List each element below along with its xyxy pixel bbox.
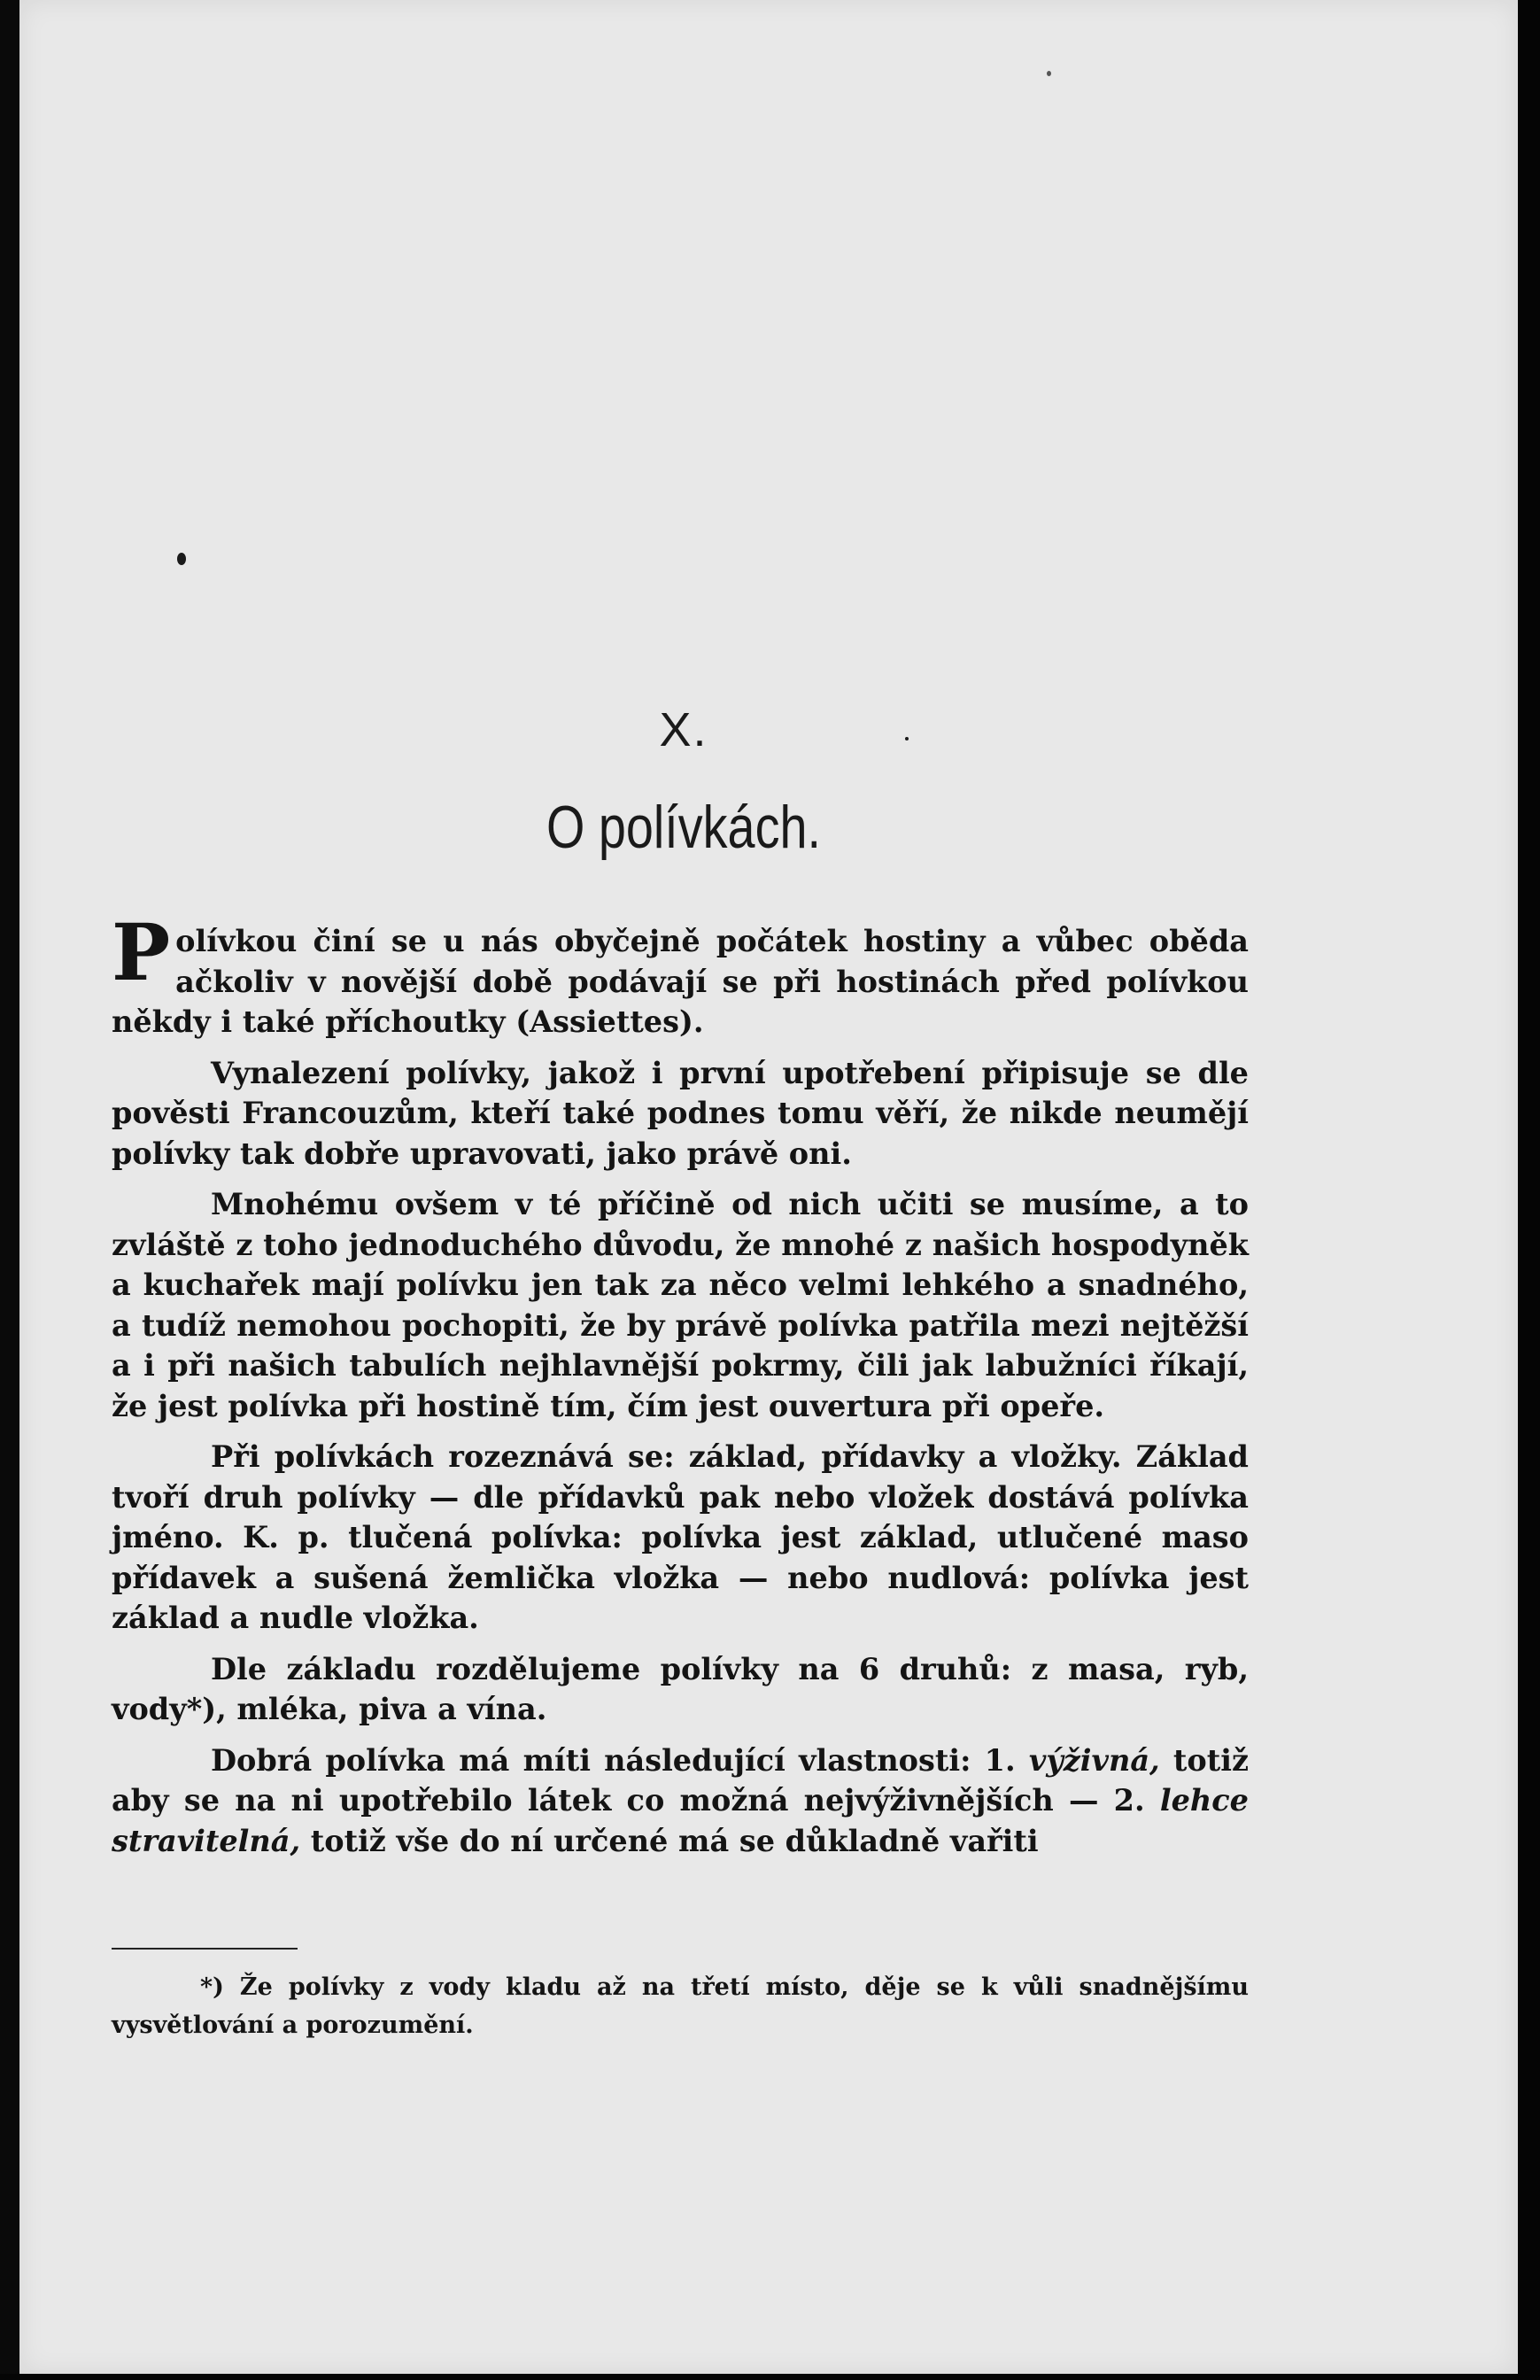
paragraph: Při polívkách rozeznává se: základ, přídavky a vložky. Základ tvoří druh polívky — dle přídavků pak nebo vložek dostává polívka jméno. K. p. tlučená polívka: polívka jest základ, utlučené maso přídavek a sušená žemlička vložka — nebo nudlová: polívka jest základ a nudle vložka. xyxy=(112,1439,1249,1635)
body-text xyxy=(112,906,1249,1872)
emphasis-text: lehce stravitelná, xyxy=(112,1783,1249,1858)
paragraph: Dle základu rozdělujeme polívky na 6 druhů: z masa, ryb, vody*), mléka, piva a vína. xyxy=(112,1651,1249,1726)
footnote: *) Že polívky z vody kladu až na třetí místo, děje se k vůli snadnějšímu vysvětlování a porozumění. xyxy=(112,1973,1249,2039)
paragraph: Mnohému ovšem v té příčině od nich učiti se musíme, a to zvláště z toho jednoduchého důvodu, že mnohé z našich hospodyněk a kuchařek mají polívku jen tak za něco velmi lehkého a snadného, a tudíž nemohou pochopiti, že by právě polívka patřila mezi nejtěžší a i při našich tabulích nejhlavnější pokrmy, čili jak labužníci říkají, že jest polívka při hostině tím, čím jest ouvertura při opeře. xyxy=(112,1187,1249,1423)
paragraph: Vynalezení polívky, jakož i první upotřebení připisuje se dle pověsti Francouzům, kteří také podnes tomu věří, že nikde neumějí polívky tak dobře upravovati, jako právě oni. xyxy=(112,1055,1249,1171)
footnote-divider xyxy=(112,1948,298,1950)
paragraph xyxy=(112,1740,1249,1862)
book-page xyxy=(19,0,1518,2374)
ink-speck xyxy=(1047,71,1051,76)
ink-speck xyxy=(177,553,186,565)
paragraph xyxy=(112,906,1249,1043)
paragraph-text: totiž aby se na ni upotřebilo látek co možná nejvýživnějších — 2. xyxy=(112,1742,1249,1818)
paragraph-text: olívkou činí se u nás obyčejně počátek hostiny a vůbec oběda ačkoliv v novější době podávají se při hostinách před polívkou někdy i také příchoutky (Assiettes). xyxy=(112,924,1249,1039)
drop-cap: P xyxy=(112,906,171,998)
paragraph-text: totiž vše do ní určené má se důkladně vařiti xyxy=(300,1823,1039,1858)
emphasis-text: výživná, xyxy=(1028,1742,1160,1778)
scan-border-bottom xyxy=(0,2374,1540,2380)
chapter-title: O polívkách. xyxy=(546,794,821,861)
chapter-number: X. xyxy=(659,703,708,756)
paragraph-text: Dobrá polívka má míti následující vlastnosti: 1. xyxy=(211,1742,1029,1778)
scan-border-right xyxy=(1518,0,1540,2380)
